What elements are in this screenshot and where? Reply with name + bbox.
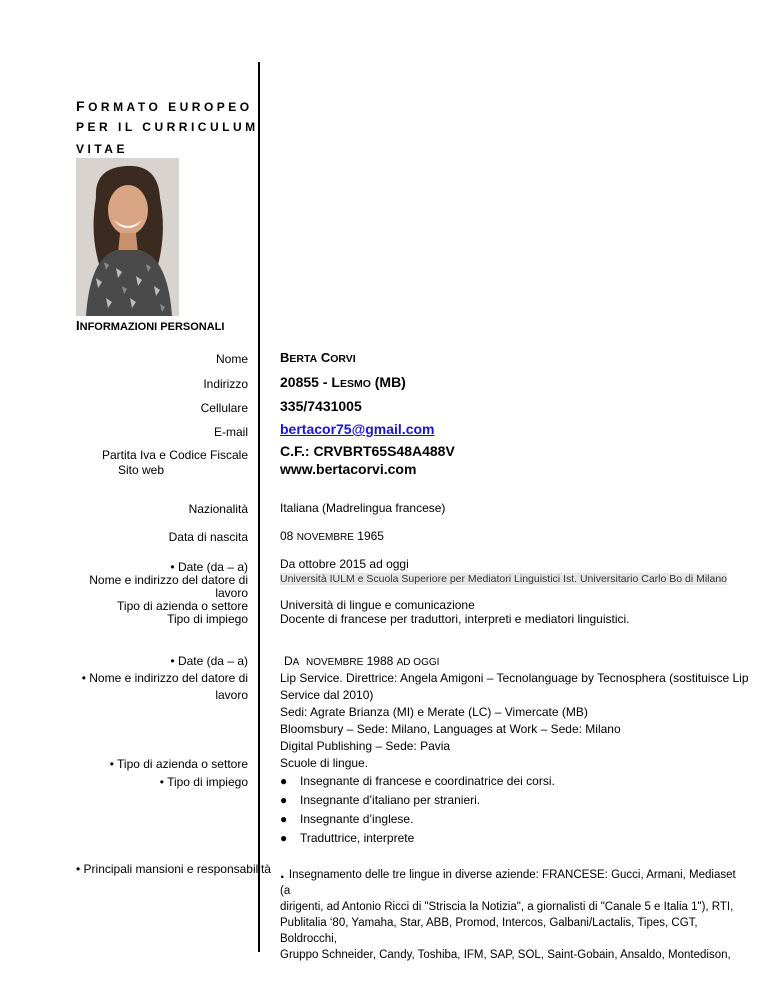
list-item: ● Traduttrice, interprete [280,831,415,845]
job2-label-datore-1: • Nome e indirizzo del datore di [81,671,248,685]
mansioni-line-2: dirigenti, ad Antonio Ricci di "Striscia la Notizia", a giornalisti di "Canale 5 e Italia 1"), RTI, [280,901,734,913]
list-item: ● Insegnante d’inglese. [280,812,414,826]
label-cellulare: Cellulare [200,401,248,415]
list-item: ● Insegnante di francese e coordinatrice dei corsi. [280,774,555,788]
label-email: E-mail [213,425,248,439]
job2-value-tipo-azienda: Scuole di lingue. [280,756,369,770]
job1-label-date: • Date (da – a) [170,560,248,574]
value-cellulare: 335/7431005 [280,398,362,414]
value-data-nascita: 08 NOVEMBRE 1965 [280,529,384,543]
mansioni-line-3: Publitalia ‘80, Yamaha, Star, ABB, Promod, Intercos, Galbani/Lactalis, Tipes, CGT, Boldrocchi, [280,917,698,945]
list-item: ● Insegnante d’italiano per stranieri. [280,793,481,807]
job2-datore-line-1: Lip Service. Direttrice: Angela Amigoni – Tecnolanguage by Tecnosphera (sostituisce Lip [280,671,749,685]
cv-title-line-3: VITAE [76,142,128,156]
job2-datore-line-4: Bloomsbury – Sede: Milano, Languages at Work – Sede: Milano [280,722,621,736]
job2-mansioni-paragraph [280,866,740,963]
job2-label-tipo-impiego: • Tipo di impiego [159,775,248,789]
profile-photo [76,158,179,316]
job1-label-tipo-azienda: Tipo di azienda o settore [117,599,248,613]
value-indirizzo: 20855 - LESMO (MB) [280,374,406,390]
job1-value-tipo-impiego: Docente di francese per traduttori, interpreti e mediatori linguistici. [280,612,630,626]
bullet-icon: ● [280,812,288,826]
bullet-icon: ● [280,831,288,845]
job2-datore-line-5: Digital Publishing – Sede: Pavia [280,739,451,753]
job1-value-datore: Università IULM e Scuola Superiore per Mediatori Linguistici Ist. Universitario Carlo Bo di Milano [280,573,728,585]
label-nazionalita: Nazionalità [188,502,248,516]
portrait-illustration [76,158,179,316]
label-indirizzo: Indirizzo [203,377,248,391]
bullet-icon: ● [280,774,288,788]
vertical-divider [258,62,260,952]
bullet-icon: ● [280,793,288,807]
job2-label-datore-2: lavoro [215,688,248,702]
cv-title-line-1: FORMATO EUROPEO [76,98,253,114]
value-nome: BERTA CORVI [280,350,356,365]
job2-label-date: • Date (da – a) [170,654,248,668]
value-cf: C.F.: CRVBRT65S48A488V [280,443,455,459]
label-nome: Nome [215,352,248,366]
job1-label-datore-2: lavoro [215,586,248,600]
job1-label-tipo-impiego: Tipo di impiego [167,612,248,626]
mansioni-line-4: Gruppo Schneider, Candy, Toshiba, IFM, SAP, SOL, Saint-Gobain, Ansaldo, Montedison, [280,949,731,961]
job2-datore-line-3: Sedi: Agrate Brianza (MI) e Merate (LC) – Vimercate (MB) [280,705,588,719]
value-email [280,421,435,439]
section-title-personal: INFORMAZIONI PERSONALI [76,318,225,333]
mansioni-line-1: . Insegnamento delle tre lingue in diverse aziende: FRANCESE: Gucci, Armani, Mediaset (a [280,865,736,897]
job1-label-datore-1: Nome e indirizzo del datore di [89,573,248,587]
cv-title-line-2: PER IL CURRICULUM [76,120,259,134]
label-sito-web: Sito web [118,463,165,477]
job2-label-tipo-azienda: • Tipo di azienda o settore [109,757,248,771]
label-piva-cf: Partita Iva e Codice Fiscale [101,448,248,462]
email-link[interactable]: bertacor75@gmail.com [280,421,435,437]
job1-value-tipo-azienda: Università di lingue e comunicazione [280,598,475,612]
value-sito-web[interactable]: www.bertacorvi.com [280,461,417,477]
job2-value-date: DA NOVEMBRE 1988 AD OGGI [284,654,440,668]
job2-label-mansioni: • Principali mansioni e responsabilità [76,862,271,876]
value-nazionalita: Italiana (Madrelingua francese) [280,501,446,515]
job2-datore-line-2: Service dal 2010) [280,688,374,702]
label-data-nascita: Data di nascita [168,530,248,544]
job1-value-date: Da ottobre 2015 ad oggi [280,557,409,571]
